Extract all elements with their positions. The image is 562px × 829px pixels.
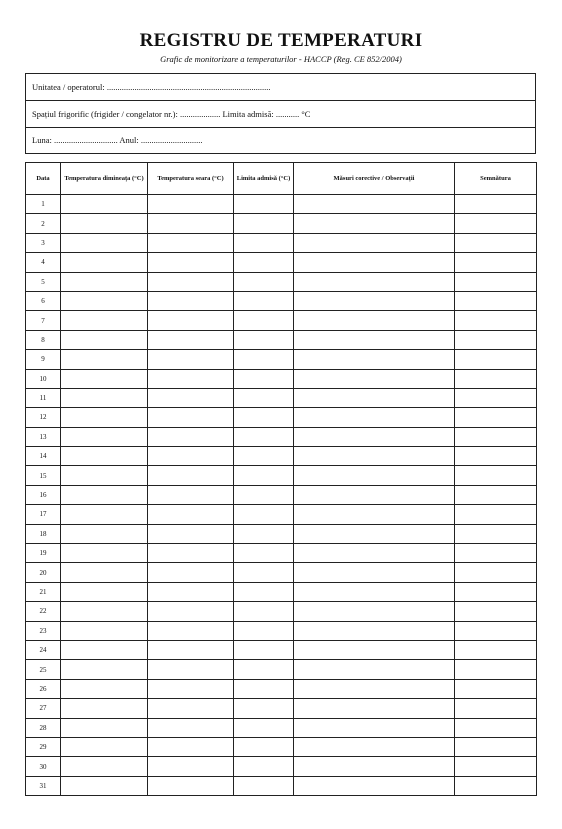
signature-cell [455, 253, 537, 272]
measures-cell [294, 757, 455, 776]
measures-cell [294, 505, 455, 524]
table-row [26, 350, 537, 369]
temp-morning-cell [61, 272, 148, 291]
limit-cell [234, 505, 294, 524]
signature-cell [455, 699, 537, 718]
temp-morning-cell [61, 699, 148, 718]
limit-cell [234, 195, 294, 214]
limit-cell [234, 214, 294, 233]
limit-cell [234, 272, 294, 291]
temp-evening-cell [148, 233, 234, 252]
temp-morning-cell [61, 233, 148, 252]
temp-evening-cell [148, 388, 234, 407]
day-number: 16 [26, 485, 61, 504]
signature-cell [455, 582, 537, 601]
temp-morning-cell [61, 660, 148, 679]
measures-cell [294, 718, 455, 737]
measures-cell [294, 679, 455, 698]
temp-evening-cell [148, 214, 234, 233]
measures-cell [294, 311, 455, 330]
temp-morning-cell [61, 369, 148, 388]
measures-cell [294, 737, 455, 756]
temp-morning-cell [61, 582, 148, 601]
signature-cell [455, 214, 537, 233]
day-number: 15 [26, 466, 61, 485]
day-number: 30 [26, 757, 61, 776]
table-row [26, 505, 537, 524]
measures-cell [294, 485, 455, 504]
temp-morning-cell [61, 485, 148, 504]
day-number: 5 [26, 272, 61, 291]
temp-morning-cell [61, 195, 148, 214]
measures-cell [294, 776, 455, 795]
unit-operator-line: Unitatea / operatorul: ............................................................................. [26, 74, 535, 101]
limit-cell [234, 466, 294, 485]
temp-morning-cell [61, 505, 148, 524]
measures-cell [294, 291, 455, 310]
signature-cell [455, 369, 537, 388]
table-row [26, 291, 537, 310]
limit-cell [234, 776, 294, 795]
signature-cell [455, 505, 537, 524]
temp-evening-cell [148, 466, 234, 485]
limit-cell [234, 563, 294, 582]
temp-evening-cell [148, 369, 234, 388]
day-number: 7 [26, 311, 61, 330]
info-box [25, 73, 536, 154]
limit-cell [234, 660, 294, 679]
table-row [26, 524, 537, 543]
temp-evening-cell [148, 737, 234, 756]
temp-evening-cell [148, 524, 234, 543]
table-row [26, 466, 537, 485]
temp-evening-cell [148, 505, 234, 524]
temp-morning-cell [61, 350, 148, 369]
day-number: 9 [26, 350, 61, 369]
signature-cell [455, 485, 537, 504]
table-row [26, 195, 537, 214]
temp-evening-cell [148, 311, 234, 330]
day-number: 21 [26, 582, 61, 601]
temp-evening-cell [148, 350, 234, 369]
day-number: 29 [26, 737, 61, 756]
temp-morning-cell [61, 776, 148, 795]
temp-morning-cell [61, 602, 148, 621]
temp-evening-cell [148, 544, 234, 563]
signature-cell [455, 602, 537, 621]
signature-cell [455, 679, 537, 698]
day-number: 26 [26, 679, 61, 698]
measures-cell [294, 699, 455, 718]
limit-cell [234, 350, 294, 369]
temp-morning-cell [61, 427, 148, 446]
day-number: 19 [26, 544, 61, 563]
signature-cell [455, 330, 537, 349]
table-row [26, 699, 537, 718]
table-row [26, 621, 537, 640]
measures-cell [294, 466, 455, 485]
table-row [26, 602, 537, 621]
table-row [26, 757, 537, 776]
temp-evening-cell [148, 485, 234, 504]
day-number: 4 [26, 253, 61, 272]
temp-evening-cell [148, 660, 234, 679]
temp-evening-cell [148, 640, 234, 659]
limit-cell [234, 602, 294, 621]
temp-morning-cell [61, 466, 148, 485]
limit-cell [234, 311, 294, 330]
measures-cell [294, 563, 455, 582]
limit-cell [234, 582, 294, 601]
measures-cell [294, 621, 455, 640]
temp-evening-cell [148, 272, 234, 291]
temp-evening-cell [148, 699, 234, 718]
limit-cell [234, 699, 294, 718]
temp-morning-cell [61, 524, 148, 543]
table-row [26, 233, 537, 252]
table-row [26, 544, 537, 563]
signature-cell [455, 408, 537, 427]
document-subtitle: Grafic de monitorizare a temperaturilor - HACCP (Reg. CE 852/2004) [160, 54, 402, 64]
temp-evening-cell [148, 447, 234, 466]
table-row [26, 311, 537, 330]
measures-cell [294, 350, 455, 369]
limit-cell [234, 640, 294, 659]
limit-cell [234, 369, 294, 388]
signature-cell [455, 195, 537, 214]
signature-cell [455, 544, 537, 563]
measures-cell [294, 272, 455, 291]
table-row [26, 582, 537, 601]
measures-cell [294, 369, 455, 388]
temp-morning-cell [61, 408, 148, 427]
signature-cell [455, 291, 537, 310]
temp-morning-cell [61, 679, 148, 698]
measures-cell [294, 524, 455, 543]
signature-cell [455, 737, 537, 756]
temp-evening-cell [148, 330, 234, 349]
table-row [26, 272, 537, 291]
day-number: 8 [26, 330, 61, 349]
header-limit: Limita admisă (°C) [234, 163, 294, 195]
day-number: 24 [26, 640, 61, 659]
measures-cell [294, 214, 455, 233]
header-temp-evening: Temperatura seara (°C) [148, 163, 234, 195]
temperature-register-table [25, 162, 537, 796]
day-number: 14 [26, 447, 61, 466]
day-number: 18 [26, 524, 61, 543]
day-number: 3 [26, 233, 61, 252]
temp-morning-cell [61, 291, 148, 310]
signature-cell [455, 272, 537, 291]
signature-cell [455, 563, 537, 582]
temp-morning-cell [61, 544, 148, 563]
temp-evening-cell [148, 757, 234, 776]
measures-cell [294, 388, 455, 407]
limit-cell [234, 408, 294, 427]
day-number: 13 [26, 427, 61, 446]
day-number: 6 [26, 291, 61, 310]
measures-cell [294, 427, 455, 446]
table-row [26, 563, 537, 582]
limit-cell [234, 737, 294, 756]
header-date: Data [26, 163, 61, 195]
temp-evening-cell [148, 427, 234, 446]
table-header-row [26, 163, 537, 195]
measures-cell [294, 330, 455, 349]
limit-cell [234, 757, 294, 776]
signature-cell [455, 447, 537, 466]
table-row [26, 679, 537, 698]
limit-cell [234, 427, 294, 446]
measures-cell [294, 640, 455, 659]
temp-morning-cell [61, 737, 148, 756]
table-body [26, 195, 537, 796]
header-temp-morning: Temperatura dimineața (°C) [61, 163, 148, 195]
measures-cell [294, 195, 455, 214]
table-row [26, 214, 537, 233]
signature-cell [455, 466, 537, 485]
table-row [26, 408, 537, 427]
month-year-line: Luna: .............................. Anul: ............................. [32, 135, 203, 145]
table-row [26, 388, 537, 407]
signature-cell [455, 640, 537, 659]
table-row [26, 776, 537, 795]
day-number: 31 [26, 776, 61, 795]
day-number: 1 [26, 195, 61, 214]
signature-cell [455, 757, 537, 776]
signature-cell [455, 350, 537, 369]
signature-cell [455, 427, 537, 446]
signature-cell [455, 776, 537, 795]
table-row [26, 427, 537, 446]
day-number: 17 [26, 505, 61, 524]
table-row [26, 447, 537, 466]
limit-cell [234, 718, 294, 737]
limit-cell [234, 447, 294, 466]
temp-evening-cell [148, 408, 234, 427]
measures-cell [294, 447, 455, 466]
measures-cell [294, 253, 455, 272]
table-row [26, 640, 537, 659]
temp-evening-cell [148, 621, 234, 640]
day-number: 2 [26, 214, 61, 233]
day-number: 10 [26, 369, 61, 388]
temp-morning-cell [61, 718, 148, 737]
header-signature: Semnătura [455, 163, 537, 195]
signature-cell [455, 311, 537, 330]
signature-cell [455, 660, 537, 679]
signature-cell [455, 524, 537, 543]
table-row [26, 485, 537, 504]
temp-morning-cell [61, 253, 148, 272]
day-number: 25 [26, 660, 61, 679]
table-row [26, 330, 537, 349]
signature-cell [455, 388, 537, 407]
temp-morning-cell [61, 447, 148, 466]
limit-cell [234, 291, 294, 310]
measures-cell [294, 408, 455, 427]
day-number: 28 [26, 718, 61, 737]
temp-evening-cell [148, 291, 234, 310]
limit-cell [234, 388, 294, 407]
limit-cell [234, 679, 294, 698]
table-row [26, 253, 537, 272]
temp-morning-cell [61, 621, 148, 640]
temp-morning-cell [61, 311, 148, 330]
limit-cell [234, 485, 294, 504]
temp-morning-cell [61, 330, 148, 349]
table-row [26, 737, 537, 756]
temp-morning-cell [61, 214, 148, 233]
signature-cell [455, 233, 537, 252]
temp-evening-cell [148, 718, 234, 737]
temp-evening-cell [148, 582, 234, 601]
table-row [26, 660, 537, 679]
header-measures: Măsuri corective / Observații [294, 163, 455, 195]
temp-morning-cell [61, 388, 148, 407]
measures-cell [294, 582, 455, 601]
temp-evening-cell [148, 253, 234, 272]
temp-morning-cell [61, 563, 148, 582]
day-number: 11 [26, 388, 61, 407]
temp-evening-cell [148, 776, 234, 795]
cold-space-line: Spațiul frigorific (frigider / congelator nr.): ................... Limita admisă: ........... °C [26, 101, 535, 128]
day-number: 20 [26, 563, 61, 582]
limit-cell [234, 233, 294, 252]
day-number: 22 [26, 602, 61, 621]
limit-cell [234, 524, 294, 543]
signature-cell [455, 718, 537, 737]
temp-evening-cell [148, 195, 234, 214]
table-row [26, 718, 537, 737]
measures-cell [294, 544, 455, 563]
temp-morning-cell [61, 640, 148, 659]
limit-cell [234, 621, 294, 640]
temp-morning-cell [61, 757, 148, 776]
limit-cell [234, 330, 294, 349]
table-row [26, 369, 537, 388]
limit-cell [234, 253, 294, 272]
document-title: REGISTRU DE TEMPERATURI [139, 30, 423, 51]
temp-evening-cell [148, 679, 234, 698]
temp-evening-cell [148, 563, 234, 582]
temp-evening-cell [148, 602, 234, 621]
measures-cell [294, 602, 455, 621]
day-number: 27 [26, 699, 61, 718]
measures-cell [294, 660, 455, 679]
day-number: 23 [26, 621, 61, 640]
limit-cell [234, 544, 294, 563]
signature-cell [455, 621, 537, 640]
day-number: 12 [26, 408, 61, 427]
measures-cell [294, 233, 455, 252]
